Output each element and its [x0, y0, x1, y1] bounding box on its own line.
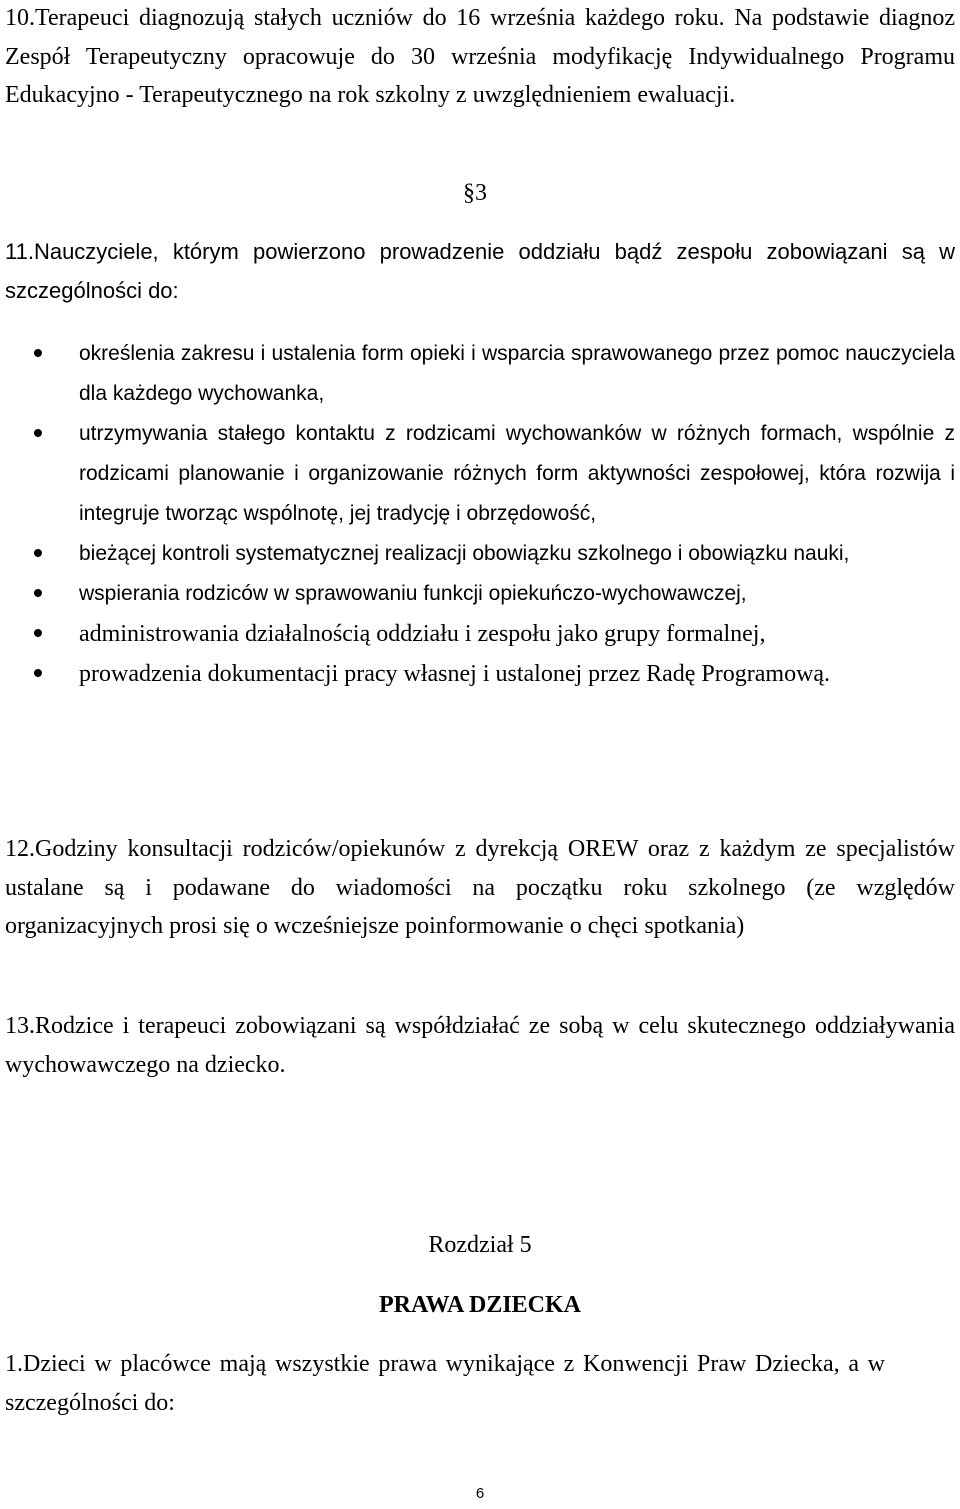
- list-item: [0, 414, 955, 534]
- list-item: [0, 574, 955, 614]
- bullet-icon: [34, 589, 42, 597]
- bullet-icon: [34, 549, 42, 557]
- section-mark: §3: [463, 180, 487, 206]
- paragraph-13: 13.Rodzice i terapeuci zobowiązani są współdziałać ze sobą w celu skutecznego oddziaływania wychowawczego na dziecko.: [5, 1013, 955, 1078]
- bullet-icon: [34, 429, 42, 437]
- list-item: [0, 614, 955, 654]
- list-item: [0, 654, 955, 694]
- duties-bullet-list: [0, 334, 955, 694]
- list-item: [0, 334, 955, 414]
- paragraph-11: 11.Nauczyciele, którym powierzono prowadzenie oddziału bądź zespołu zobowiązani są w szczególności do:: [5, 239, 955, 303]
- paragraph-12: 12.Godziny konsultacji rodziców/opiekunów z dyrekcją OREW oraz z każdym ze specjalistów ustalane są i podawane do wiadomości na początku roku szkolnego (ze względów organizacyjnych prosi się o wcześniejsze poinformowanie o chęci spotkania): [5, 836, 955, 939]
- paragraph-10: 10.Terapeuci diagnozują stałych uczniów do 16 września każdego roku. Na podstawie diagnoz Zespół Terapeutyczny opracowuje do 30 września modyfikację Indywidualnego Programu Edukacyjno - Terapeutycznego na rok szkolny z uwzględnieniem ewaluacji.: [5, 5, 955, 108]
- bullet-icon: [34, 629, 42, 637]
- list-item-text: określenia zakresu i ustalenia form opieki i wsparcia sprawowanego przez pomoc nauczyciela dla każdego wychowanka,: [79, 342, 955, 405]
- list-item: [0, 534, 955, 574]
- list-item-text: bieżącej kontroli systematycznej realizacji obowiązku szkolnego i obowiązku nauki,: [79, 542, 850, 565]
- bullet-icon: [34, 669, 42, 677]
- list-item-text: wspierania rodziców w sprawowaniu funkcji opiekuńczo-wychowawczej,: [79, 582, 747, 605]
- chapter-title: PRAWA DZIECKA: [378, 1292, 582, 1318]
- page-number: 6: [475, 1485, 485, 1502]
- list-item-text: utrzymywania stałego kontaktu z rodzicami wychowanków w różnych formach, wspólnie z rodzicami planowanie i organizowanie różnych form aktywności zespołowej, która rozwija i integruje tworząc wspólnotę, jej tradycję i obrzędowość,: [79, 422, 955, 525]
- list-item-text: administrowania działalnością oddziału i zespołu jako grupy formalnej,: [79, 621, 766, 647]
- chapter-number: Rozdział 5: [428, 1232, 532, 1258]
- list-item-text: prowadzenia dokumentacji pracy własnej i ustalonej przez Radę Programową.: [79, 661, 831, 687]
- paragraph-1: 1.Dzieci w placówce mają wszystkie prawa wynikające z Konwencji Praw Dziecka, a w szczególności do:: [5, 1351, 885, 1416]
- bullet-icon: [34, 349, 42, 357]
